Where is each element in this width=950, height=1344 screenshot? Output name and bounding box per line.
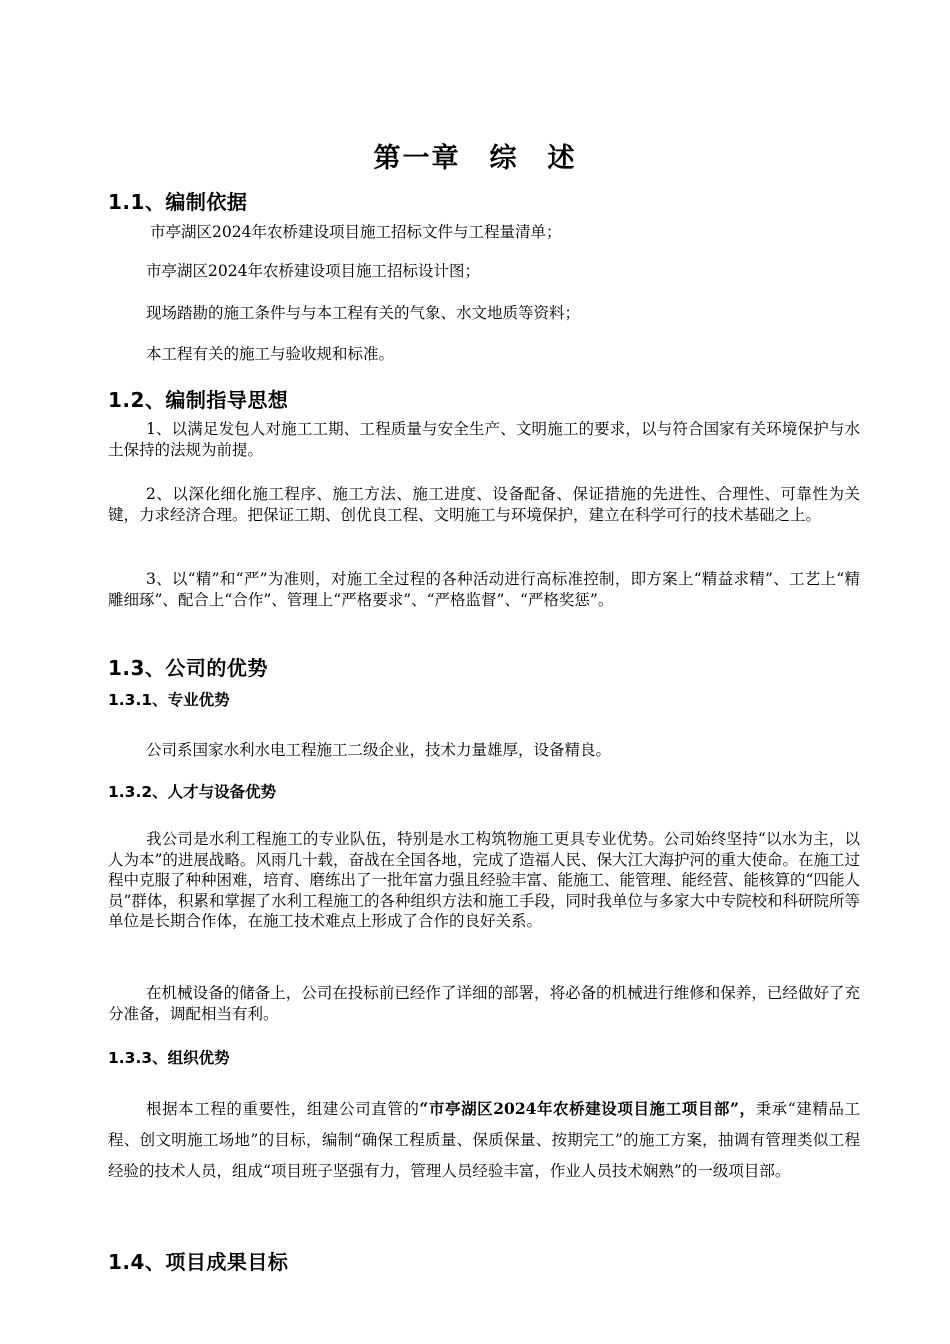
- subsection-heading-1-3-3: 1.3.3、组织优势: [108, 1049, 230, 1067]
- subsection-heading-1-3-1: 1.3.1、专业优势: [108, 691, 230, 709]
- chapter-title: 第一章 综 述: [373, 143, 577, 174]
- guideline-paragraph: 3、以“精”和“严”为准则，对施工全过程的各种活动进行高标准控制，即方案上“精益求精”、工艺上“精雕细琢”、配合上“合作”、管理上“严格要求”、“严格监督”、“严格奖惩”。: [108, 570, 860, 609]
- project-department-name: “市亭湖区2024年农桥建设项目施工项目部”，: [419, 1099, 756, 1118]
- basis-item: 市亭湖区2024年农桥建设项目施工招标文件与工程量清单；: [150, 223, 562, 241]
- organization-text-a: 根据本工程的重要性，组建公司直管的: [146, 1100, 420, 1118]
- section-heading-1-1: 1.1、编制依据: [108, 190, 248, 214]
- basis-item: 本工程有关的施工与验收规和标准。: [146, 345, 395, 363]
- section-heading-1-3: 1.3、公司的优势: [108, 656, 268, 680]
- section-heading-1-4: 1.4、项目成果目标: [108, 1250, 289, 1274]
- organization-text-b: 秉承“建精品工程、创文明施工场地”的目标，编制“确保工程质量、保质保量、按期完工”的施工方案，抽调有管理类似工程经验的技术人员，组成“项目班子坚强有力，管理人员经验丰富，作业人员技术娴熟”的一级项目部。: [108, 1100, 860, 1180]
- professional-advantage-text: 公司系国家水利水电工程施工二级企业，技术力量雄厚，设备精良。: [146, 741, 612, 759]
- basis-item: 市亭湖区2024年农桥建设项目施工招标设计图；: [146, 262, 480, 280]
- section-heading-1-2: 1.2、编制指导思想: [108, 388, 289, 412]
- talent-paragraph: 我公司是水利工程施工的专业队伍，特别是水工构筑物施工更具专业优势。公司始终坚持“以水为主，以人为本”的进展战略。风雨几十载，奋战在全国各地，完成了造福人民、保大江大海护河的重大使命。在施工过程中克服了种种困难，培育、磨练出了一批年富力强且经验丰富、能施工、能管理、能经营、能核算的“四能人员”群体，积累和掌握了水利工程施工的各种组织方法和施工手段，同时我单位与多家大中专院校和科研院所等单位是长期合作体，在施工技术难点上形成了合作的良好关系。: [108, 830, 860, 930]
- subsection-heading-1-3-2: 1.3.2、人才与设备优势: [108, 783, 277, 801]
- guideline-paragraph: 2、以深化细化施工程序、施工方法、施工进度、设备配备、保证措施的先进性、合理性、可靠性为关键，力求经济合理。把保证工期、创优良工程、文明施工与环境保护，建立在科学可行的技术基础之上。: [108, 485, 860, 524]
- basis-item: 现场踏勘的施工条件与与本工程有关的气象、水文地质等资料；: [146, 304, 581, 322]
- guideline-paragraph: 1、以满足发包人对施工工期、工程质量与安全生产、文明施工的要求，以与符合国家有关环境保护与水土保持的法规为前提。: [108, 420, 860, 459]
- organization-paragraph: [108, 1093, 860, 1187]
- equipment-paragraph: 在机械设备的储备上，公司在投标前已经作了详细的部署，将必备的机械进行维修和保养，已经做好了充分准备，调配相当有利。: [108, 984, 860, 1023]
